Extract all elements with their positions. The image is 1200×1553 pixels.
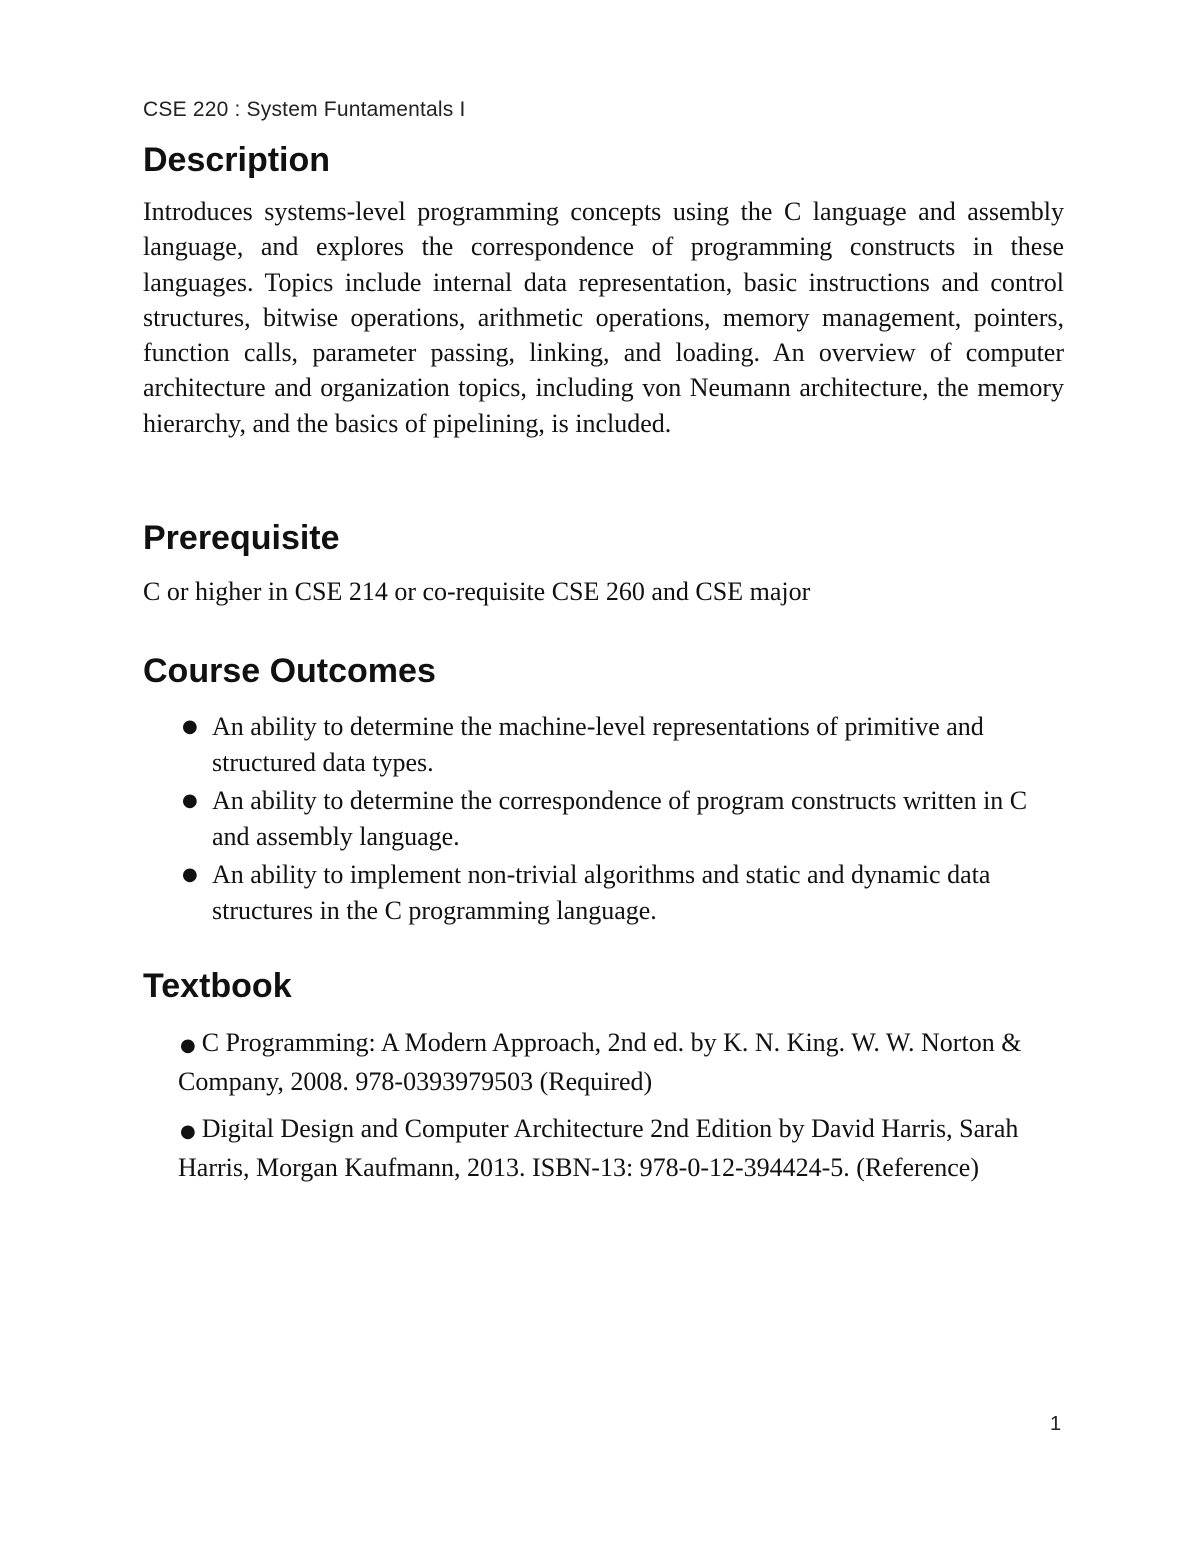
bullet-icon: ● bbox=[182, 790, 198, 811]
bullet-icon: ● bbox=[182, 716, 198, 737]
textbook-list bbox=[178, 1025, 1078, 1197]
bullet-icon: ● bbox=[180, 1035, 196, 1056]
textbook-heading: Textbook bbox=[143, 967, 292, 1005]
bullet-icon: ● bbox=[182, 864, 198, 885]
bullet-icon: ● bbox=[180, 1121, 196, 1142]
description-heading: Description bbox=[143, 141, 331, 179]
outcome-item bbox=[180, 783, 1060, 854]
outcome-text: An ability to determine the correspondence of program constructs written in C and assembly language. bbox=[212, 786, 1028, 851]
course-title-header: CSE 220 : System Funtamentals I bbox=[143, 98, 466, 121]
description-body: Introduces systems-level programming concepts using the C language and assembly language, and explores the correspondence of programming constructs in these languages. Topics include internal data representation, basic instructions and control structures, bitwise operations, arithmetic operations, memory management, pointers, function calls, parameter passing, linking, and loading. An overview of computer architecture and organization topics, including von Neumann architecture, the memory hierarchy, and the basics of pipelining, is included. bbox=[143, 197, 1064, 438]
prerequisite-body: C or higher in CSE 214 or co-requisite CSE 260 and CSE major bbox=[143, 577, 811, 606]
outcome-text: An ability to determine the machine-level representations of primitive and structured data types. bbox=[212, 712, 984, 777]
course-outcomes-heading: Course Outcomes bbox=[143, 652, 436, 690]
textbook-item bbox=[178, 1111, 1078, 1185]
textbook-text: Digital Design and Computer Architecture 2nd Edition by David Harris, Sarah Harris, Morgan Kaufmann, 2013. ISBN-13: 978-0-12-394424-5. (Reference) bbox=[178, 1114, 1019, 1182]
prerequisite-heading: Prerequisite bbox=[143, 519, 340, 557]
page-number: 1 bbox=[1050, 1413, 1062, 1435]
textbook-item bbox=[178, 1025, 1078, 1099]
course-outcomes-list bbox=[180, 709, 1060, 931]
outcome-text: An ability to implement non-trivial algorithms and static and dynamic data structures in the C programming language. bbox=[212, 860, 991, 925]
textbook-text: C Programming: A Modern Approach, 2nd ed. by K. N. King. W. W. Norton & Company, 2008. 978-0393979503 (Required) bbox=[178, 1028, 1022, 1096]
outcome-item bbox=[180, 857, 1060, 928]
outcome-item bbox=[180, 709, 1060, 780]
